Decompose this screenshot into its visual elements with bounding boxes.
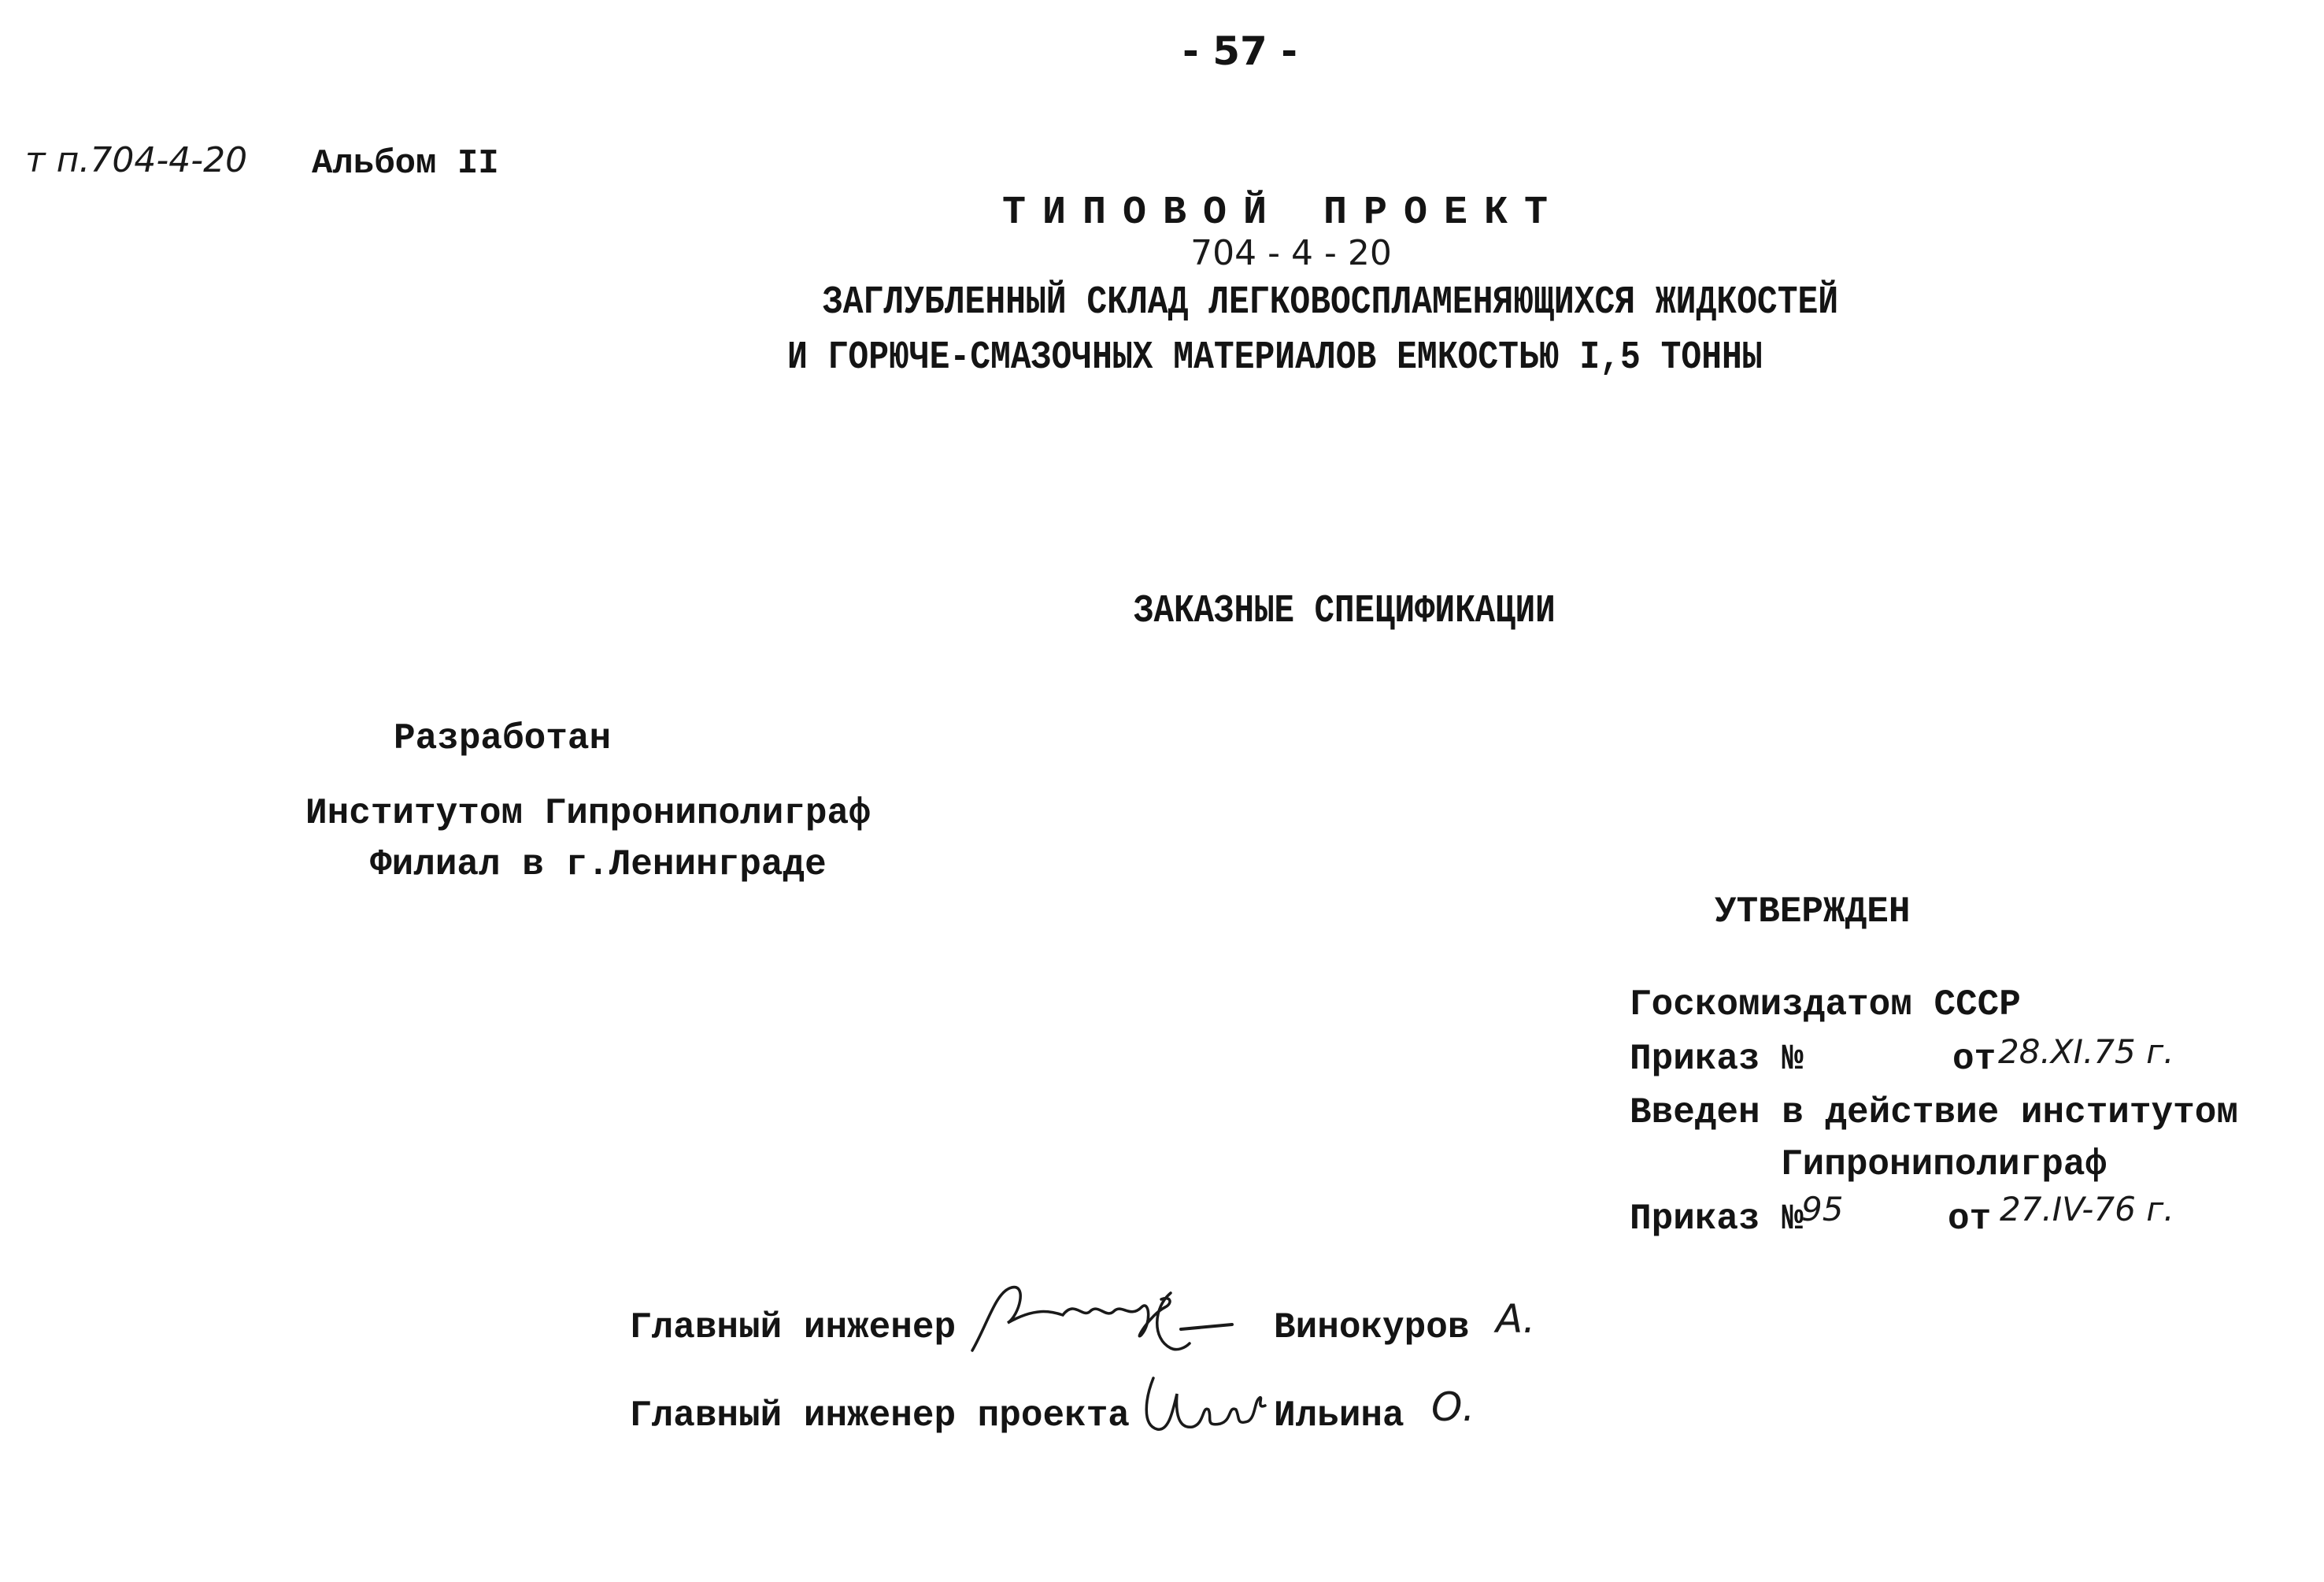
developed-branch: Филиал в г.Ленинграде bbox=[370, 844, 827, 885]
project-engineer-label: Главный инженер проекта bbox=[630, 1395, 1130, 1436]
approved-by: Госкомиздатом СССР bbox=[1630, 984, 2021, 1025]
project-number: 704 - 4 - 20 bbox=[1190, 233, 1392, 273]
order-2-date: 27.IV-76 г. bbox=[2000, 1190, 2174, 1228]
enacted-line-1: Введен в действие институтом bbox=[1630, 1092, 2238, 1133]
developed-institute: Институтом Гипрониполиграф bbox=[305, 793, 871, 834]
order-1-label: Приказ № bbox=[1630, 1039, 1804, 1080]
developed-label: Разработан bbox=[394, 718, 612, 759]
album-label: Альбом II bbox=[312, 144, 499, 183]
order-2-number: 95 bbox=[1801, 1190, 1844, 1228]
order-2-label: Приказ № bbox=[1630, 1199, 1804, 1239]
project-engineer-initial: О. bbox=[1431, 1384, 1475, 1430]
project-engineer-name: Ильина bbox=[1274, 1395, 1404, 1436]
chief-engineer-label: Главный инженер bbox=[630, 1307, 957, 1348]
project-title-line-1: ЗАГЛУБЛЕННЫЙ СКЛАД ЛЕГКОВОСПЛАМЕНЯЮЩИХСЯ ЖИДКОСТЕЙ bbox=[822, 280, 1839, 325]
order-2-from: от bbox=[1948, 1199, 1992, 1239]
chief-engineer-signature bbox=[964, 1276, 1256, 1362]
approved-label: УТВЕРЖДЕН bbox=[1715, 891, 1911, 932]
section-title: ЗАКАЗНЫЕ СПЕЦИФИКАЦИИ bbox=[1134, 589, 1556, 634]
page-number: - 57 - bbox=[1182, 28, 1297, 74]
project-engineer-signature bbox=[1130, 1362, 1279, 1449]
order-1-from: от bbox=[1952, 1039, 1996, 1080]
project-title-line-2: И ГОРЮЧЕ-СМАЗОЧНЫХ МАТЕРИАЛОВ ЕМКОСТЬЮ I,5 ТОННЫ bbox=[787, 335, 1763, 380]
chief-engineer-initial: А. bbox=[1496, 1296, 1536, 1342]
order-1-date: 28.XI.75 г. bbox=[1998, 1032, 2174, 1071]
project-type-label: ТИПОВОЙ ПРОЕКТ bbox=[1001, 191, 1565, 235]
album-code: т п.704-4-20 bbox=[25, 140, 248, 180]
enacted-line-2: Гипрониполиграф bbox=[1781, 1144, 2108, 1185]
chief-engineer-name: Винокуров bbox=[1274, 1307, 1470, 1348]
